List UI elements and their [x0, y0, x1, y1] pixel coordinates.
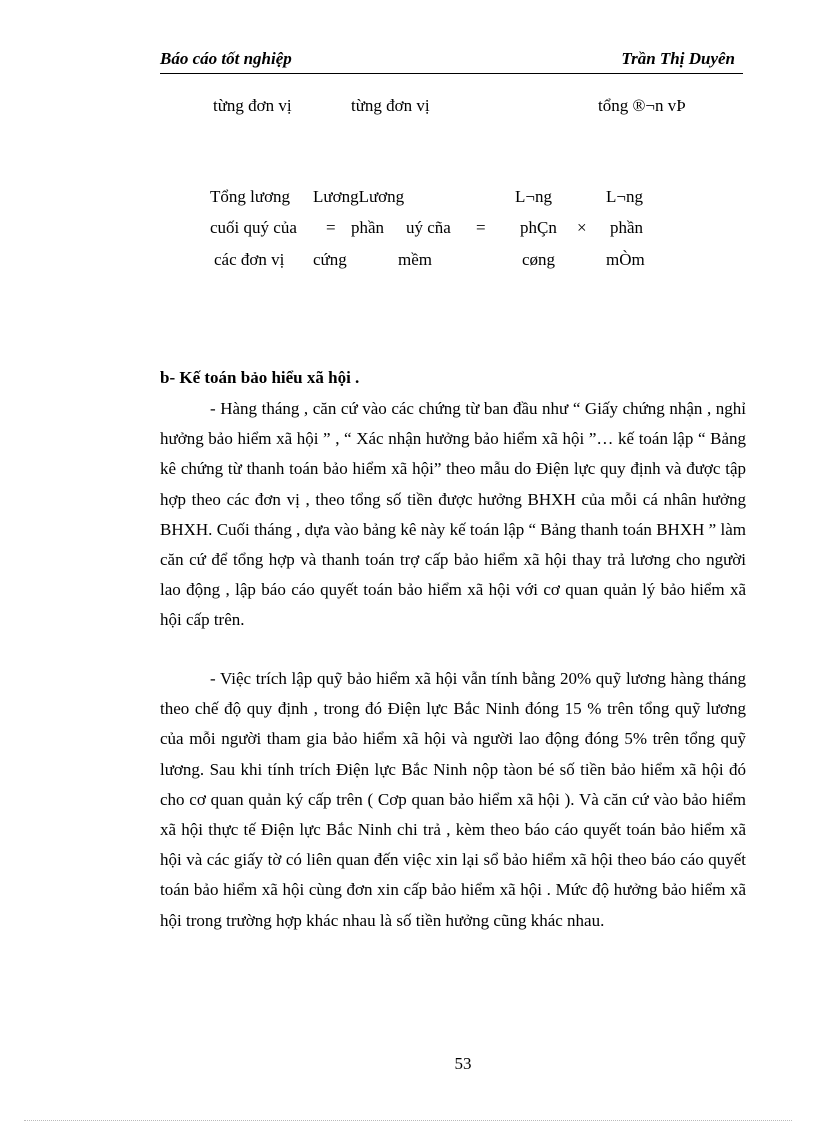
formula-row-1 — [0, 187, 816, 209]
formula-r3-soft-1: mềm — [398, 250, 432, 269]
header-report-title: Báo cáo tốt nghiệp — [160, 49, 292, 68]
formula-r1-salary-pair: LươngLương — [313, 187, 405, 206]
formula-row-2 — [0, 218, 816, 240]
formula-r1-total-salary: Tổng lương — [210, 187, 291, 206]
page-bottom-divider — [24, 1120, 792, 1121]
formula-top-line — [0, 96, 816, 118]
formula-r1-salary-4: L¬ng — [606, 187, 643, 206]
formula-r2-of: uý cña — [406, 218, 451, 237]
paragraph-2-text: - Việc trích lập quỹ bảo hiểm xã hội vẫn tính bằng 20% quỹ lương hàng tháng theo chế độ quy định , trong đó Điện lực Bắc Ninh đóng 15 % trên tổng quỹ lương của mỗi người tham gia bảo hiểm xã hội và người lao động đóng 5% trên tổng quỹ lương. Sau khi tính trích Điện lực Bắc Ninh nộp tàon bé số tiền bảo hiểm xã hội đó cho cơ quan quản ký cấp trên ( Cơp quan bảo hiểm xã hội ). Và căn cứ vào bảo hiểm xã hội thực tế Điện lực Bắc Ninh chi trả , kèm theo báo cáo quyết toán bảo hiểm xã hội và các giấy tờ có liên quan đến việc xin lại sổ bảo hiểm xã hội theo báo cáo quyết toán bảo hiểm xã hội cùng đơn xin cấp bảo hiểm xã hội . Mức độ hưởng bảo hiểm xã hội trong trường hợp khác nhau là số tiền hưởng cũng khác nhau. — [160, 669, 746, 930]
formula-r3-hard-1: cứng — [313, 250, 347, 269]
section-title: b- Kế toán bảo hiểu xã hội . — [160, 368, 360, 387]
formula-r2-equals-2: = — [476, 218, 486, 237]
paragraph-1-text: - Hàng tháng , căn cứ vào các chứng từ ban đầu như “ Giấy chứng nhận , nghỉ hưởng bảo hiểm xã hội ” , “ Xác nhận hưởng bảo hiểm xã hội ”… kế toán lập “ Bảng kê chứng từ thanh toán bảo hiểm xã hội” theo mẫu do Điện lực quy định và được tập hợp theo các đơn vị , theo tổng số tiền được hưởng BHXH của mỗi cá nhân hưởng BHXH. Cuối tháng , dựa vào bảng kê này kế toán lập “ Bảng thanh toán BHXH ” làm căn cứ để tổng hợp và thanh toán trợ cấp bảo hiểm xã hội thay trả lương cho người lao động , lập báo cáo quyết toán bảo hiểm xã hội với cơ quan quản lý bảo hiểm xã hội cấp trên. — [160, 399, 746, 630]
header-author-name: Trần Thị Duyên — [621, 49, 735, 68]
formula-top-total-unit: tổng ®¬n vÞ — [598, 96, 686, 115]
paragraph-2 — [160, 664, 746, 936]
formula-r2-times: × — [577, 218, 587, 237]
formula-row-3 — [0, 250, 816, 272]
formula-r2-part-3: phần — [610, 218, 644, 237]
formula-r2-part-1: phần — [351, 218, 385, 237]
page-number: 53 — [454, 1054, 472, 1073]
formula-r2-equals-1: = — [326, 218, 336, 237]
paragraph-1 — [160, 394, 746, 636]
formula-r3-hard-2: cøng — [522, 250, 556, 269]
formula-top-unit-1: từng đơn vị — [213, 96, 292, 115]
formula-r2-end-of-quarter: cuối quý của — [210, 218, 297, 237]
formula-r3-units: các đơn vị — [214, 250, 285, 269]
formula-r2-part-2: phÇn — [520, 218, 557, 237]
formula-r1-salary-3: L¬ng — [515, 187, 552, 206]
formula-r3-soft-2: mÒm — [606, 250, 645, 269]
page-header — [160, 49, 743, 74]
formula-top-unit-2: từng đơn vị — [351, 96, 430, 115]
